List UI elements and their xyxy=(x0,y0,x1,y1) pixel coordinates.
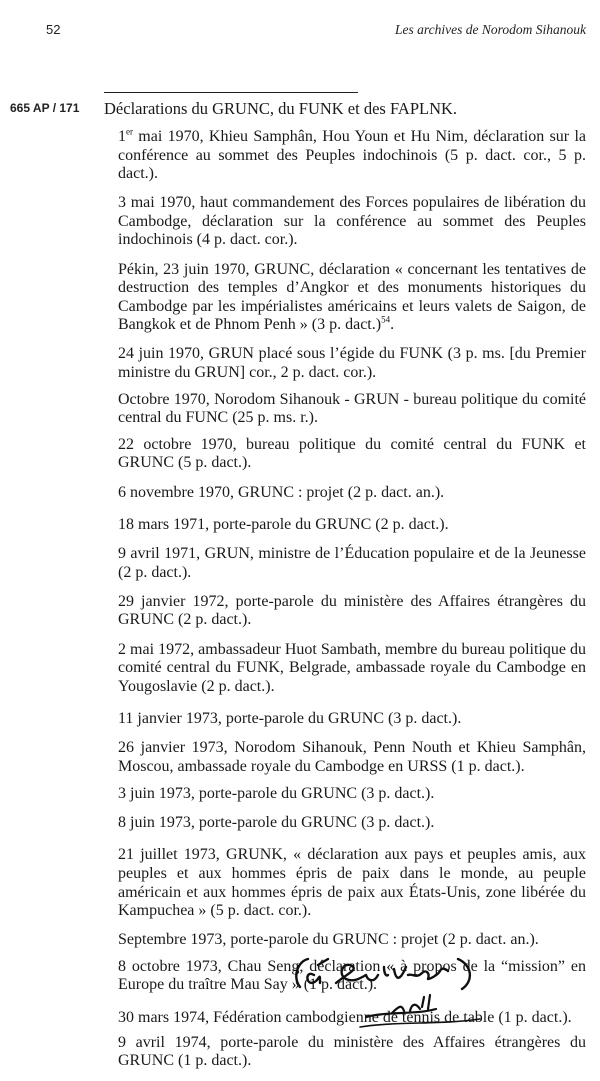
dossier-title: Déclarations du GRUNC, du FUNK et des FAPLNK. xyxy=(104,99,458,118)
entry-text: 8 juin 1973, porte-parole du GRUNC (3 p. dact.). xyxy=(118,813,435,831)
list-item xyxy=(118,593,586,630)
entry-text: mai 1970, Khieu Samphân, Hou Youn et Hu Nim, déclaration sur la conférence au sommet des Peuples indochinois (5 p. dact. cor., 5 p. dact.). xyxy=(118,128,586,183)
list-item xyxy=(118,931,586,950)
list-item xyxy=(118,1034,586,1071)
entry-text: 18 mars 1971, porte-parole du GRUNC (2 p. dact.). xyxy=(118,516,449,534)
list-item xyxy=(118,516,586,535)
list-item xyxy=(118,846,586,920)
running-head-title: Les archives de Norodom Sihanouk xyxy=(395,22,586,37)
entry-superscript: er xyxy=(126,126,133,137)
archive-reference: 665 AP / 171 xyxy=(10,101,80,115)
entry-text: 26 janvier 1973, Norodom Sihanouk, Penn Nouth et Khieu Samphân, Moscou, ambassade royale du Cambodge en URSS (1 p. dact.). xyxy=(118,739,586,776)
entry-text: Octobre 1970, Norodom Sihanouk - GRUN - bureau politique du comité central du FUNC (25 p. ms. r.). xyxy=(118,390,586,427)
entry-text: 11 janvier 1973, porte-parole du GRUNC (3 p. dact.). xyxy=(118,710,462,728)
entry-text: 3 juin 1973, porte-parole du GRUNC (3 p. dact.). xyxy=(118,784,435,802)
list-item xyxy=(118,484,586,503)
entry-day: 1 xyxy=(118,128,126,145)
list-item xyxy=(118,391,586,428)
entry-list xyxy=(118,128,586,1081)
list-item xyxy=(118,739,586,776)
list-item xyxy=(118,128,586,184)
entry-text: Pékin, 23 juin 1970, GRUNC, déclaration « concernant les tentatives de destruction des temples d’Angkor et des monuments historiques du Cambodge par les impérialistes américains et leurs valets de Saigon, de Bangkok et de Phnom Penh » (3 p. dact.) xyxy=(118,260,586,334)
signature-underline xyxy=(360,1019,480,1027)
list-item xyxy=(118,345,586,382)
list-item xyxy=(118,814,586,833)
entry-text: 9 avril 1974, porte-parole du ministère des Affaires étrangères du GRUNC (1 p. dact.). xyxy=(118,1033,586,1070)
page-number: 52 xyxy=(46,22,61,37)
entry-suffix: . xyxy=(390,316,395,334)
entry-text: 6 novembre 1970, GRUNC : projet (2 p. dact. an.). xyxy=(118,483,445,501)
entry-text: 30 mars 1974, Fédération cambodgienne de tennis de table (1 p. dact.). xyxy=(118,1008,572,1026)
entry-text: 21 juillet 1973, GRUNK, « déclaration aux pays et peuples amis, aux peuples et aux hommes épris de paix dans le monde, au peuple américain et aux hommes épris de paix aux États-Unis, zone libérée du Kampuchea » (5 p. dact. cor.). xyxy=(118,846,586,920)
entry-text: 22 octobre 1970, bureau politique du comité central du FUNK et GRUNC (5 p. dact.). xyxy=(118,435,586,472)
list-item xyxy=(118,545,586,582)
list-item xyxy=(118,436,586,473)
entry-text: 8 octobre 1973, Chau Seng, déclaration « à propos de la “mission” en Europe du traître Mau Say » (1 p. dact.). xyxy=(118,957,586,994)
handwritten-a-suivre xyxy=(296,959,470,989)
handwritten-suite xyxy=(366,995,436,1017)
footnote-ref: 54 xyxy=(381,315,391,326)
entry-text: 2 mai 1972, ambassadeur Huot Sambath, membre du bureau politique du comité central du FUNK, Belgrade, ambassade royale du Cambodge en Yougoslavie (2 p. dact.). xyxy=(118,640,586,695)
list-item xyxy=(118,710,586,729)
entry-text: Septembre 1973, porte-parole du GRUNC : projet (2 p. dact. an.). xyxy=(118,931,539,949)
entry-text: 9 avril 1971, GRUN, ministre de l’Éducation populaire et de la Jeunesse (2 p. dact.). xyxy=(118,545,586,581)
entry-text: 3 mai 1970, haut commandement des Forces populaires de libération du Cambodge, déclaration sur la conférence au sommet des Peuples indochinois (4 p. dact. cor.). xyxy=(118,194,586,249)
list-item xyxy=(118,641,586,697)
list-item xyxy=(118,194,586,250)
separator-rule xyxy=(104,92,358,93)
list-item xyxy=(118,785,586,804)
handwritten-note xyxy=(290,955,490,1035)
entry-text: 24 juin 1970, GRUN placé sous l’égide du FUNK (3 p. ms. [du Premier ministre du GRUN] cor., 2 p. dact. cor.). xyxy=(118,345,586,382)
entry-text: 29 janvier 1972, porte-parole du ministère des Affaires étrangères du GRUNC (2 p. dact.). xyxy=(118,592,586,629)
list-item xyxy=(118,261,586,335)
